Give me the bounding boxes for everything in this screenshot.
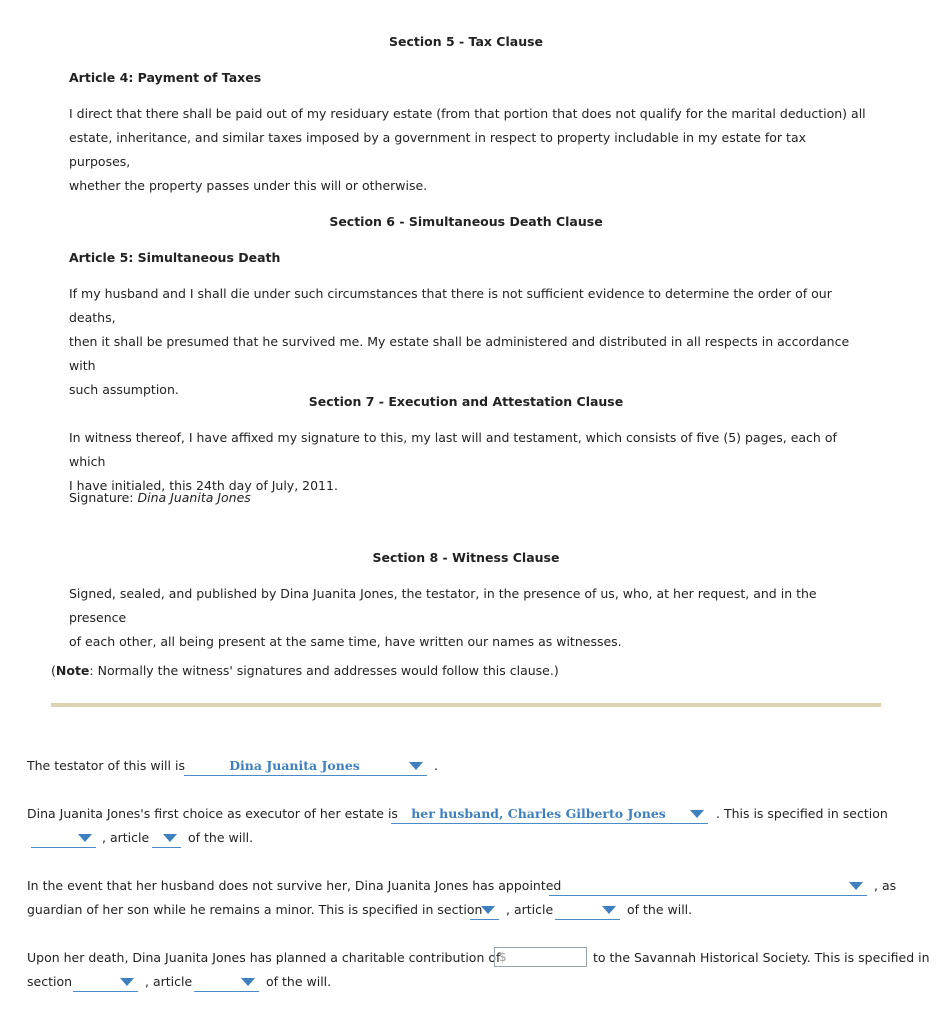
chevron-down-icon [690, 810, 704, 818]
q3-line2: guardian of her son while he remains a minor. This is specified in section [27, 902, 483, 917]
section-7-title: Section 7 - Execution and Attestation Clause [308, 394, 624, 409]
executor-dropdown[interactable] [391, 805, 708, 824]
signature-label: Signature: [69, 490, 134, 505]
currency-placeholder: $ [499, 950, 507, 964]
q2-end: of the will. [188, 830, 254, 845]
text-line: Signed, sealed, and published by Dina Juanita Jones, the testator, in the presence of us, who, at her request, and in the presence [69, 586, 817, 625]
text-line: I have initialed, this 24th day of July, 2011. [69, 478, 338, 493]
q2-prompt: Dina Juanita Jones's first choice as executor of her estate is [27, 806, 398, 821]
q3-after: , as [874, 878, 897, 893]
testator-dropdown[interactable] [184, 757, 427, 776]
chevron-down-icon [409, 762, 423, 770]
q4-end: of the will. [266, 974, 332, 989]
note-label: Note [55, 663, 90, 678]
q3-end: of the will. [627, 902, 693, 917]
text-line: estate, inheritance, and similar taxes imposed by a government in respect to property includable in my estate for tax purposes, [69, 130, 806, 169]
q4-line2: section [27, 974, 73, 989]
note-text: : Normally the witness' signatures and addresses would follow this clause.) [89, 663, 559, 678]
chevron-down-icon [163, 834, 177, 842]
chevron-down-icon [120, 978, 134, 986]
q3-article-label: , article [506, 902, 554, 917]
text-line: In witness thereof, I have affixed my signature to this, my last will and testament, which consists of five (5) pages, each of which [69, 430, 837, 469]
note-open: ( [51, 663, 56, 678]
q1-prompt: The testator of this will is [27, 758, 185, 773]
q1-end: . [434, 758, 438, 773]
q3-section-dropdown[interactable] [470, 901, 499, 920]
article-4-text [69, 102, 869, 198]
q2-article-label: , article [102, 830, 150, 845]
text-line: If my husband and I shall die under such circumstances that there is not sufficient evidence to determine the order of our deaths, [69, 286, 832, 325]
signature-line [69, 486, 869, 510]
q4-section-dropdown[interactable] [73, 973, 138, 992]
text-line: of each other, all being present at the same time, have written our names as witnesses. [69, 634, 622, 649]
q4-prompt: Upon her death, Dina Juanita Jones has planned a charitable contribution of [27, 950, 501, 965]
article-5-title: Article 5: Simultaneous Death [69, 250, 281, 265]
q2-section-dropdown[interactable] [31, 829, 96, 848]
text-line: such assumption. [69, 382, 179, 397]
q4-article-dropdown[interactable] [194, 973, 259, 992]
section-8-title: Section 8 - Witness Clause [372, 550, 560, 565]
divider [51, 703, 881, 707]
text-line: whether the property passes under this will or otherwise. [69, 178, 428, 193]
chevron-down-icon [78, 834, 92, 842]
guardian-dropdown[interactable] [549, 877, 867, 896]
q2-after: . This is specified in section [716, 806, 888, 821]
section-6-title: Section 6 - Simultaneous Death Clause [329, 214, 603, 229]
witness-text [69, 582, 869, 654]
contribution-amount-input[interactable] [494, 947, 587, 967]
chevron-down-icon [849, 882, 863, 890]
text-line: I direct that there shall be paid out of my residuary estate (from that portion that does not qualify for the marital deduction) all [69, 106, 866, 121]
q4-article-label: , article [145, 974, 193, 989]
dropdown-value: Dina Juanita Jones [229, 758, 360, 773]
signature-name: Dina Juanita Jones [137, 490, 251, 505]
chevron-down-icon [602, 906, 616, 914]
text-line: then it shall be presumed that he survived me. My estate shall be administered and distributed in all respects in accordance with [69, 334, 850, 373]
note [51, 663, 559, 678]
article-4-title: Article 4: Payment of Taxes [69, 70, 262, 85]
chevron-down-icon [241, 978, 255, 986]
dropdown-value: her husband, Charles Gilberto Jones [411, 806, 666, 821]
article-5-text [69, 282, 869, 402]
section-5-title: Section 5 - Tax Clause [388, 34, 544, 49]
chevron-down-icon [481, 906, 495, 914]
q3-prompt: In the event that her husband does not survive her, Dina Juanita Jones has appointed [27, 878, 562, 893]
q3-article-dropdown[interactable] [555, 901, 620, 920]
q4-after: to the Savannah Historical Society. This is specified in [593, 950, 930, 965]
q2-article-dropdown[interactable] [152, 829, 181, 848]
